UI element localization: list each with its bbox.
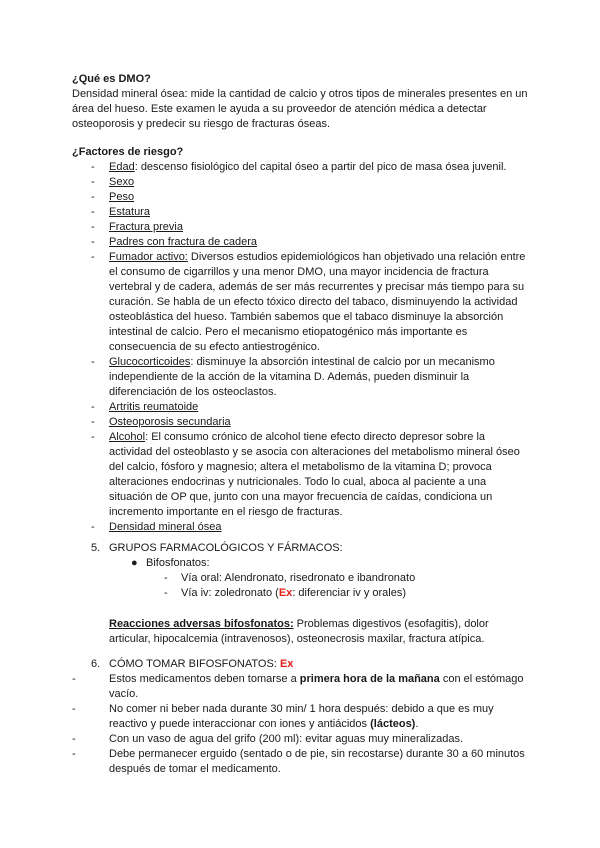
dmo-definition: Densidad mineral ósea: mide la cantidad de calcio y otros tipos de minerales presentes en un área del hueso. Este examen le ayuda a su proveedor de atención médica a detectar osteoporosis y predecir su riesgo de fracturas óseas. [72,88,528,130]
how-to-take-list [72,672,528,777]
bullet-dot-icon: ● [131,557,138,569]
dmo-section [72,72,528,132]
risk-item-artritis: - Artritis reumatoide [91,401,199,413]
exam-tag: Ex [278,587,293,599]
risk-item-padres-fractura: - Padres con fractura de cadera [91,236,257,248]
risk-item-fractura-previa: - Fractura previa [91,221,183,233]
drug-groups-heading: 5. GRUPOS FARMACOLÓGICOS Y FÁRMACOS: [91,542,343,554]
risk-item-densidad: - Densidad mineral ósea [91,521,222,533]
risk-item-osteoporosis-secundaria: - Osteoporosis secundaria [91,416,231,428]
drug-groups-section [72,541,528,647]
adverse-reactions: Reacciones adversas bifosfonatos: Problemas digestivos (esofagitis), dolor articular, hipocalcemia (intravenosos), osteonecrosis maxilar, fractura atípica. [109,618,489,645]
risk-item-sexo: - Sexo [91,176,135,188]
risk-item-peso: - Peso [91,191,135,203]
exam-tag: Ex [279,658,294,670]
risk-item-alcohol: - Alcohol: El consumo crónico de alcohol tiene efecto directo depresor sobre la actividad del osteoblasto y se asocia con alteraciones del metabolismo mineral óseo del calcio, fósforo y magnesio; altera el metabolismo de la vitamina D; provoca alteraciones endocrinas y nutricionales. Todo lo cual, aboca al paciente a una situación de OP que, junto con una mayor frecuencia de caídas, condiciona un incremento importante en el riesgo de fracturas. [91,431,520,518]
risk-factors-list [72,160,528,535]
risk-factors-section [72,145,528,535]
risk-item-fumador: - Fumador activo: Diversos estudios epidemiológicos han objetivado una relación entre el consumo de cigarrillos y una menor DMO, una mayor incidencia de fractura vertebral y de cadera, además de ser más recurrentes y precisar más tiempo para su curación. Se habla de un efecto tóxico directo del tabaco, disminuyendo la actividad osteoblástica del hueso. También sabemos que el tabaco disminuye la absorción intestinal de calcio. Pero el mecanismo etiopatogénico más importante es consecuencia de su efecto antiestrogénico. [91,251,526,353]
how-to-take-heading: 6. CÓMO TOMAR BIFOSFONATOS: Ex [91,658,294,670]
oral-route-item: - Vía oral: Alendronato, risedronato e ibandronato [164,572,416,584]
risk-item-glucocorticoides: - Glucocorticoides: disminuye la absorción intestinal de calcio por un mecanismo independiente de la acción de la vitamina D. Además, pueden disminuir la diferenciación de los osteoclastos. [91,356,495,398]
risk-item-edad: - Edad: descenso fisiológico del capital óseo a partir del pico de masa ósea juvenil. [91,161,507,173]
risk-factors-heading: ¿Factores de riesgo? [72,146,184,158]
risk-item-estatura: - Estatura [91,206,150,218]
take-item-water: - Con un vaso de agua del grifo (200 ml): evitar aguas muy mineralizadas. [72,733,464,745]
dmo-heading: ¿Qué es DMO? [72,73,151,85]
iv-route-item: - Vía iv: zoledronato (Ex: diferenciar iv y orales) [164,587,407,599]
take-item-fasting: - No comer ni beber nada durante 30 min/ 1 hora después: debido a que es muy reactivo y puede interaccionar con iones y antiácidos (lácteos). [72,703,494,730]
take-item-morning: - Estos medicamentos deben tomarse a primera hora de la mañana con el estómago vacío. [72,673,524,700]
take-item-upright: - Debe permanecer erguido (sentado o de pie, sin recostarse) durante 30 a 60 minutos después de tomar el medicamento. [72,748,525,775]
how-to-take-section [72,657,528,777]
bisphosphonates-item: ● Bifosfonatos: [131,557,210,569]
